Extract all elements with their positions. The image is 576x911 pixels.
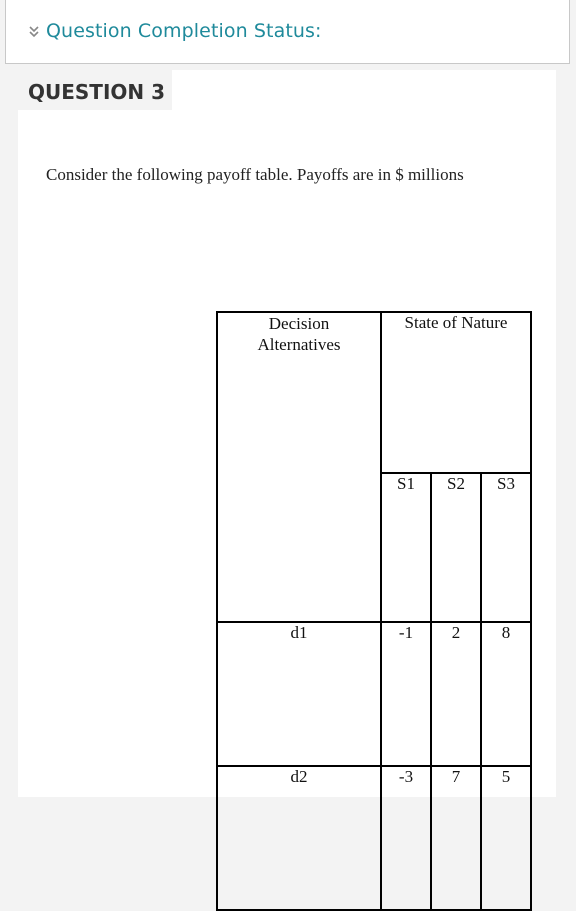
table-row (217, 766, 531, 910)
payoff-cell: -3 (381, 766, 431, 910)
double-chevron-down-icon (28, 24, 40, 38)
payoff-cell: 5 (481, 766, 531, 910)
decision-label: d2 (217, 766, 381, 910)
payoff-table (216, 311, 532, 911)
table-header-row (217, 312, 531, 473)
state-header-s1: S1 (381, 473, 431, 622)
question-text: Consider the following payoff table. Payoffs are in $ millions (46, 165, 464, 184)
row-header-line: Alternatives (257, 335, 341, 354)
decision-label: d1 (217, 622, 381, 766)
question-title: QUESTION 3 (28, 80, 166, 104)
payoff-cell: 8 (481, 622, 531, 766)
payoff-cell: -1 (381, 622, 431, 766)
state-header-s3: S3 (481, 473, 531, 622)
question-completion-status-toggle[interactable] (28, 20, 322, 42)
question-completion-status-bar (5, 0, 570, 64)
row-header-line: Decision (268, 314, 330, 333)
payoff-cell: 2 (431, 622, 481, 766)
payoff-cell: 7 (431, 766, 481, 910)
state-of-nature-header: State of Nature (381, 312, 531, 473)
decision-alternatives-header (217, 312, 381, 622)
status-label: Question Completion Status: (46, 20, 322, 42)
table-row (217, 622, 531, 766)
state-header-s2: S2 (431, 473, 481, 622)
